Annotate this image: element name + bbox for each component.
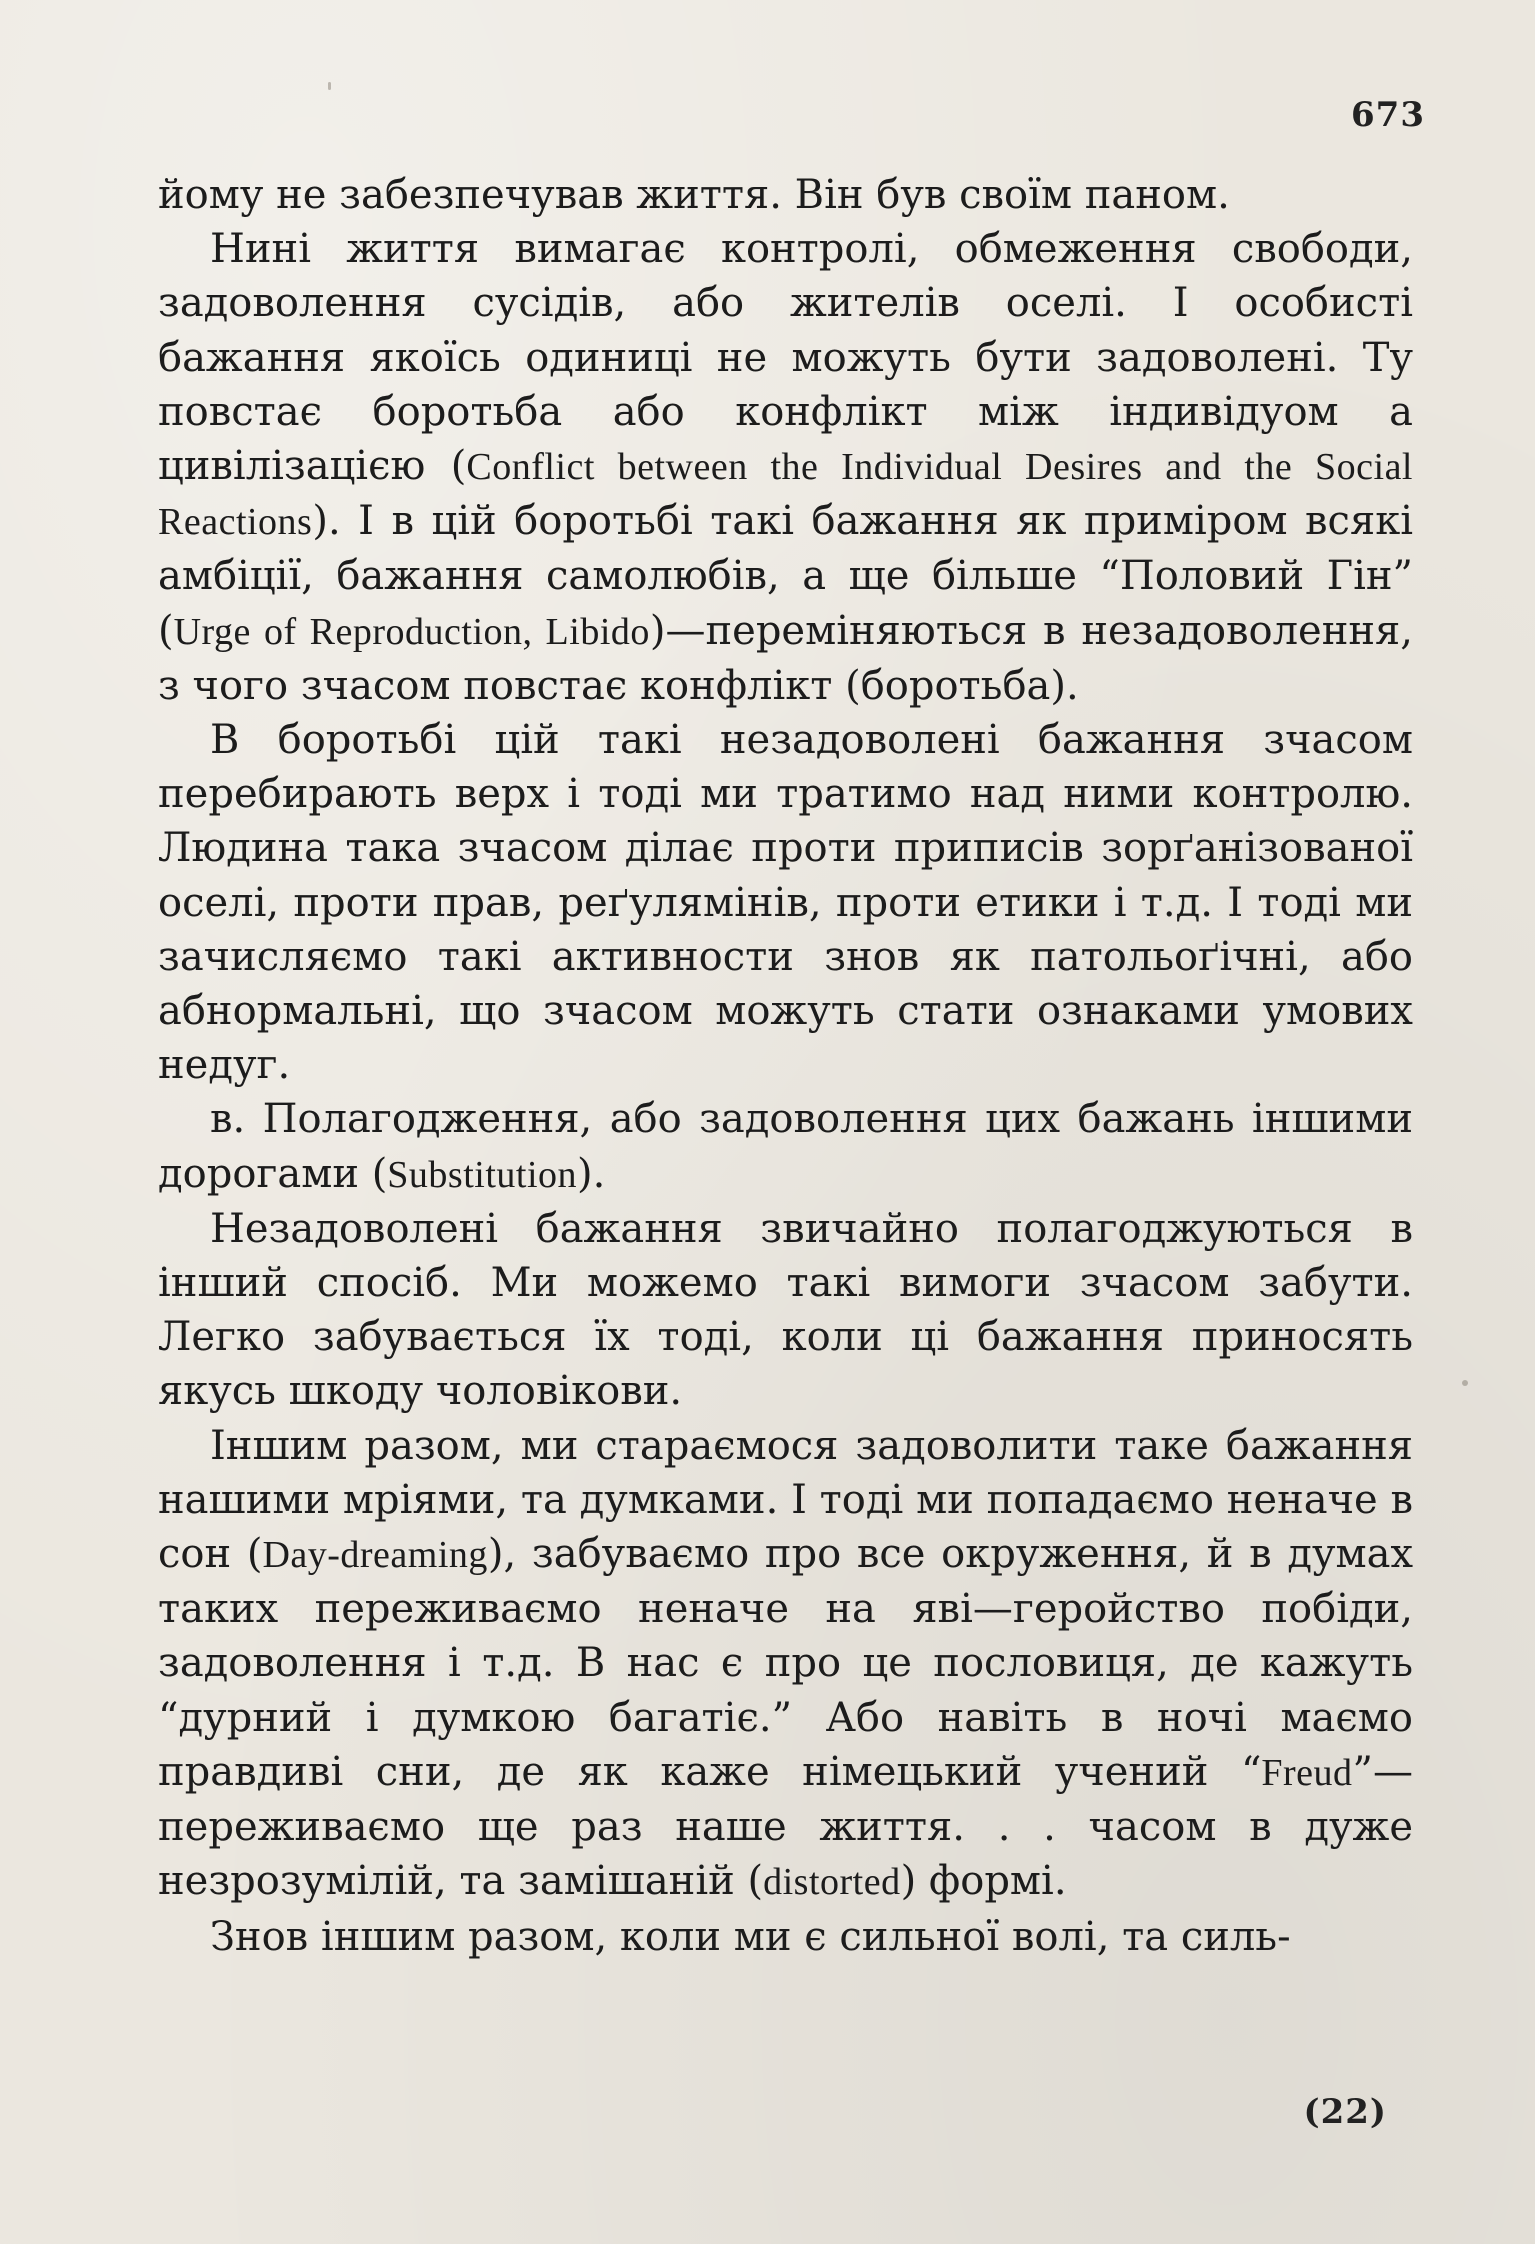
- foreign-term: Substitution: [387, 1153, 578, 1196]
- text-run: ). І в цій боротьбі такі бажання як приміром всякі амбіції, бажання самолюбів, а ще більше “Половий Гін” (: [158, 498, 1413, 654]
- text-run: Знов іншим разом, коли ми є сильної волі, та силь-: [210, 1913, 1291, 1960]
- text-run: ).: [577, 1150, 606, 1197]
- page-number: 673: [1351, 95, 1425, 135]
- foreign-term: distorted: [763, 1861, 901, 1904]
- text-run: йому не забезпечував життя. Він був своїм паном.: [158, 172, 1230, 218]
- foreign-term: Day-dreaming: [262, 1534, 488, 1577]
- text-run: )—переміняються в незадоволення, з чого зчасом повстає конфлікт (боротьба).: [158, 607, 1413, 709]
- text-run: в. Полагодження, або задоволення цих бажань іншими дорогами (: [158, 1096, 1413, 1197]
- paragraph: [158, 222, 1413, 713]
- text-run: Нині життя вимагає контролі, обмеження свободи, задоволення сусідів, або жителів оселі. І особисті бажання якоїсь одиниці не можуть бути задоволені. Ту повстає боротьба або конфлікт між індивідуом а цивілізацією (: [158, 226, 1413, 490]
- text-run: ) формі.: [900, 1858, 1067, 1905]
- signature-mark: (22): [1303, 2092, 1387, 2132]
- paragraph: [158, 168, 1413, 222]
- text-run: ), забуваємо про все окруження, й в думах таких переживаємо неначе на яві—геройство побіди, задоволення і т.д. В нас є про це пословиця, де кажуть “дурний і думкою багатіє.” Або навіть в ночі маємо правдиві сни, де як каже німецький учений “: [158, 1531, 1413, 1795]
- text-run: Незадоволені бажання звичайно полагоджуються в інший спосіб. Ми можемо такі вимоги зчасом забути. Легко забувається їх тоді, коли ці бажання приносять якусь шкоду чоловікови.: [158, 1205, 1413, 1415]
- foreign-term: Urge of Reproduction, Libido: [173, 610, 650, 653]
- foreign-term: Conflict between the Individual Desires and the Social Reactions: [158, 446, 1413, 544]
- body-text: [158, 168, 1413, 1964]
- paper-speck: [328, 82, 331, 90]
- paragraph: [158, 1419, 1413, 1910]
- paper-speck: [1462, 1380, 1468, 1386]
- paragraph: [158, 713, 1413, 1092]
- text-run: ”—переживаємо ще раз наше життя. . . часом в дуже незрозумілій, та замішаній (: [158, 1748, 1413, 1905]
- text-run: Іншим разом, ми стараємося задоволити таке бажання нашими мріями, та думками. І тоді ми попадаємо неначе в сон (: [158, 1422, 1413, 1578]
- paragraph: [158, 1202, 1413, 1419]
- paragraph: [158, 1092, 1413, 1201]
- foreign-term: Freud: [1261, 1751, 1353, 1794]
- paragraph: [158, 1910, 1413, 1964]
- text-run: В боротьбі цій такі незадоволені бажання зчасом перебирають верх і тоді ми тратимо над ними контролю. Людина така зчасом ділає проти приписів зорґанізованої оселі, проти прав, реґулямінів, проти етики і т.д. І тоді ми зачисляємо такі активности знов як патольоґічні, або абнормальні, що зчасом можуть стати ознаками умових недуг.: [158, 717, 1413, 1089]
